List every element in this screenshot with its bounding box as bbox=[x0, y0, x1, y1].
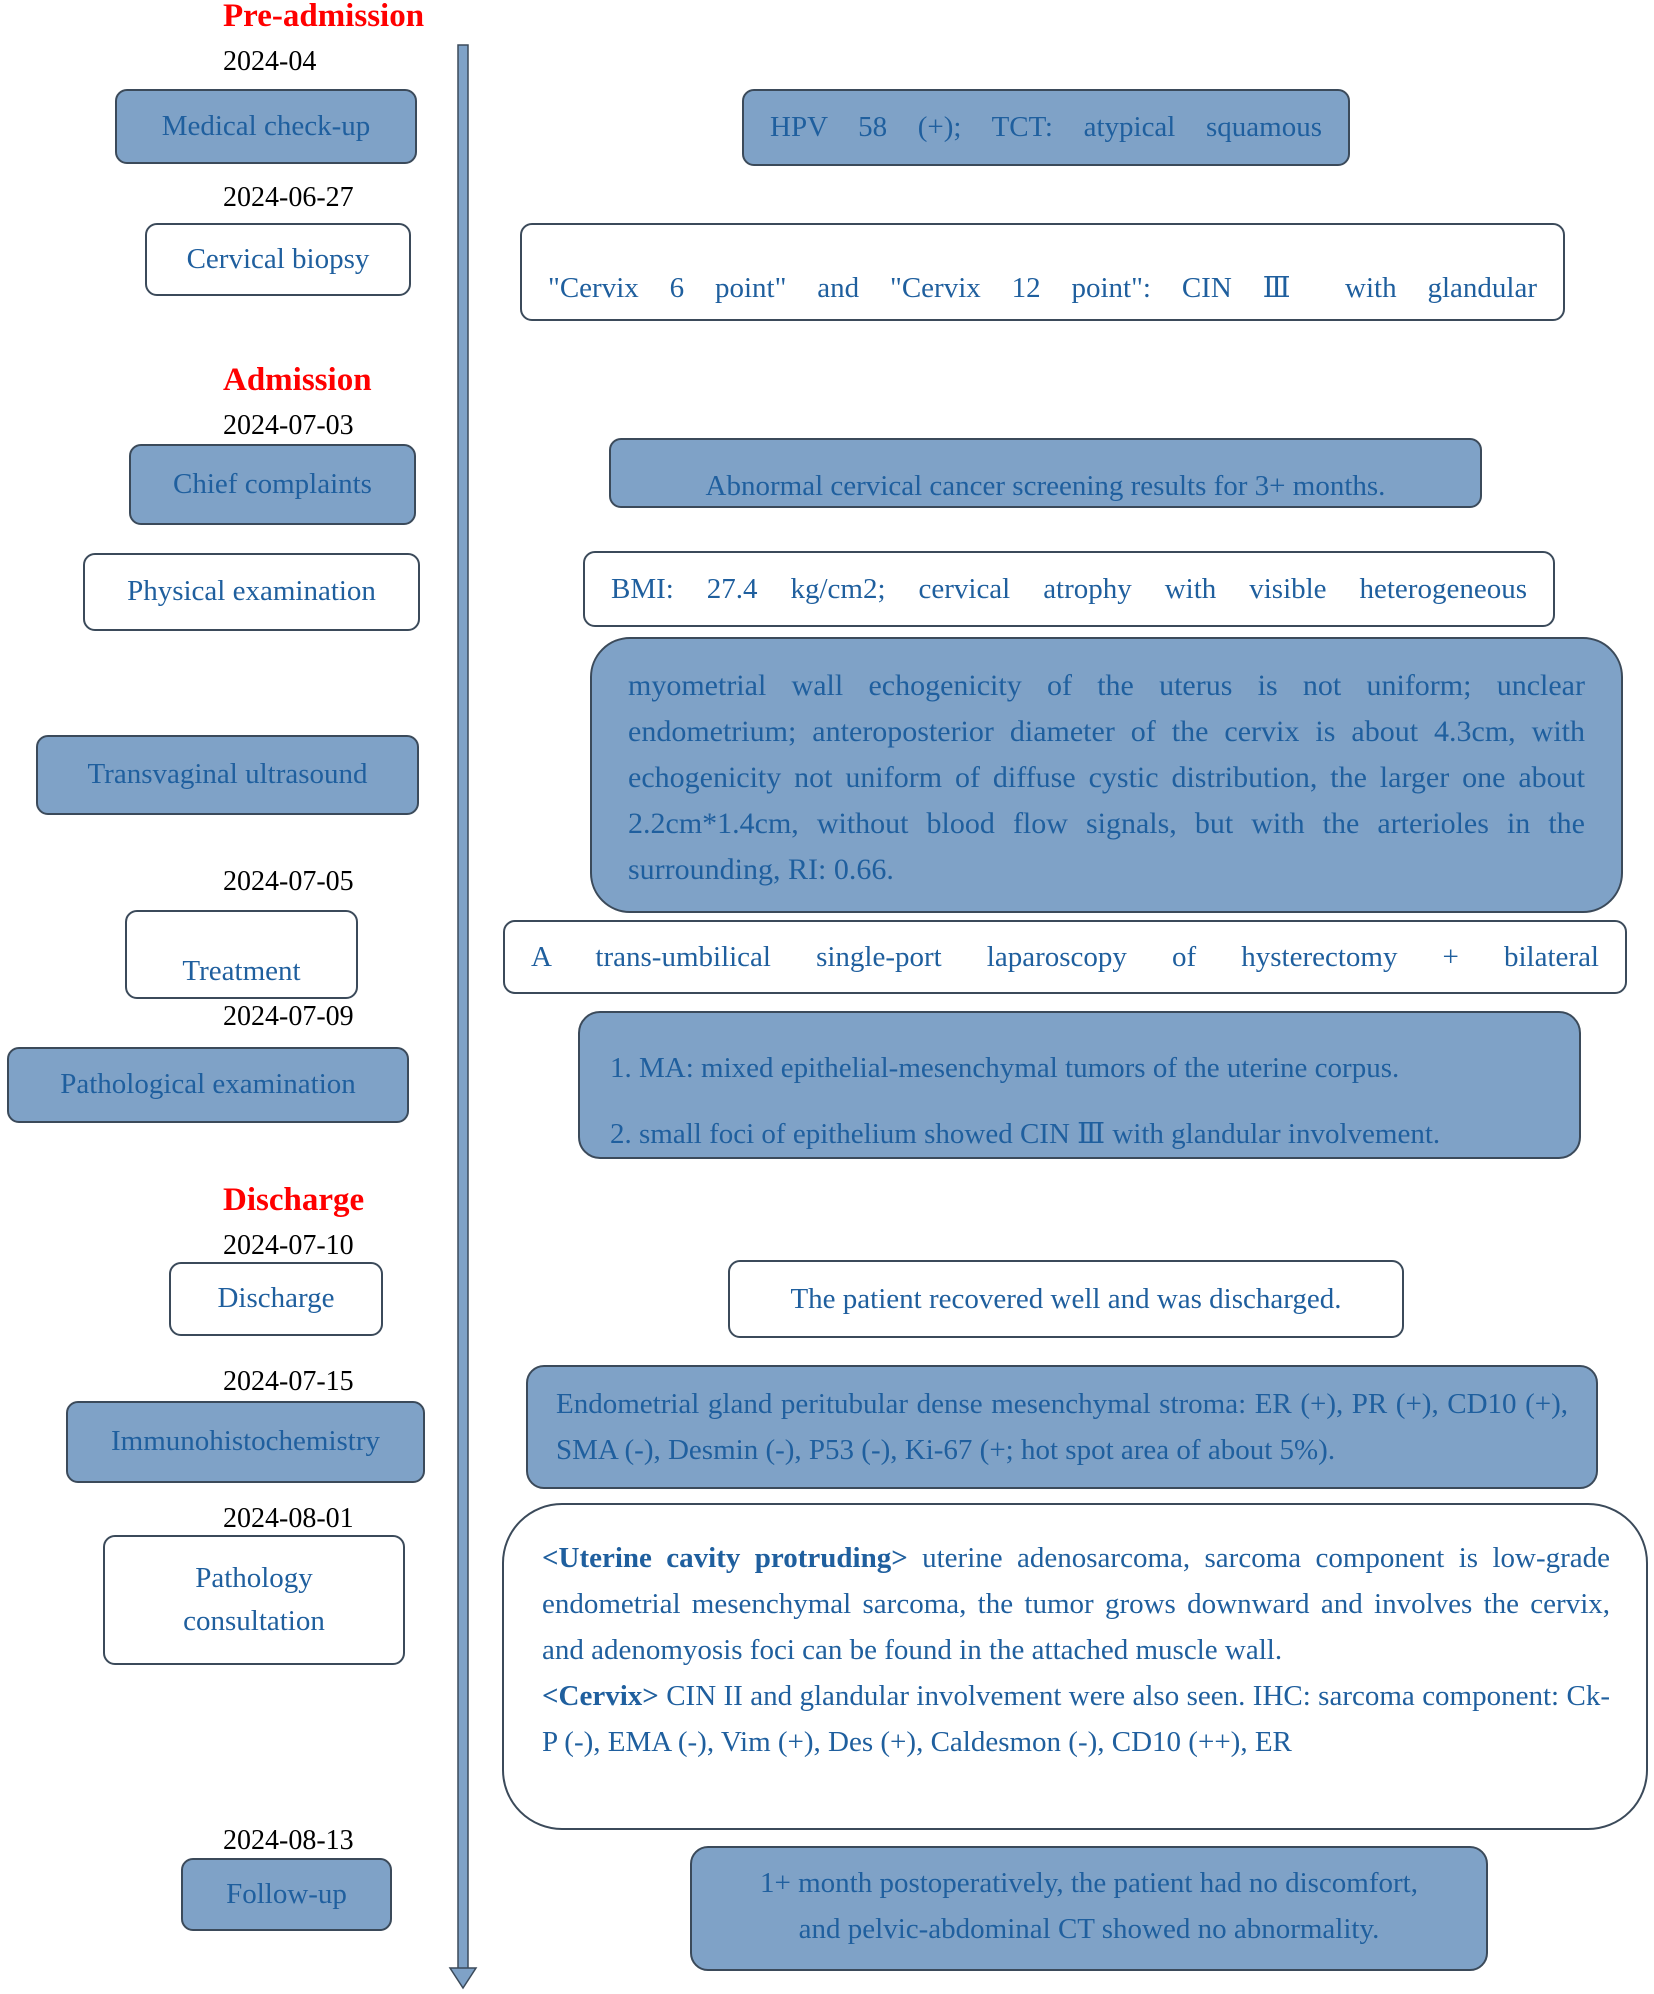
date-biopsy: 2024-06-27 bbox=[223, 182, 354, 213]
detail-paragraph-uterine bbox=[542, 1535, 1610, 1673]
detail-paragraph-cervix bbox=[542, 1673, 1610, 1765]
detail-text: A trans-umbilical single-port laparoscopy of hysterectomy + bilateral bbox=[531, 940, 1599, 973]
detail-pathology-consultation bbox=[502, 1503, 1648, 1830]
date-ihc: 2024-07-15 bbox=[223, 1366, 354, 1397]
event-cervical-biopsy bbox=[145, 223, 411, 296]
date-pathology: 2024-07-09 bbox=[223, 1001, 354, 1032]
event-label: Physical examination bbox=[127, 575, 376, 608]
detail-text: The patient recovered well and was discharged. bbox=[790, 1282, 1342, 1315]
detail-immunohistochemistry bbox=[526, 1365, 1598, 1489]
detail-treatment bbox=[503, 920, 1627, 994]
event-physical-examination bbox=[83, 553, 420, 631]
event-immunohistochemistry bbox=[66, 1401, 425, 1483]
detail-line1: 1. MA: mixed epithelial-mesenchymal tumors of the uterine corpus. bbox=[610, 1052, 1400, 1084]
event-label-line1: Pathology bbox=[195, 1561, 313, 1594]
event-label: Chief complaints bbox=[173, 467, 372, 500]
event-label: Pathological examination bbox=[60, 1068, 356, 1101]
detail-medical-checkup bbox=[742, 89, 1350, 166]
detail-text: "Cervix 6 point" and "Cervix 12 point": CIN Ⅲ with glandular bbox=[548, 271, 1537, 304]
date-complaints: 2024-07-03 bbox=[223, 410, 354, 441]
event-transvaginal-ultrasound bbox=[36, 735, 419, 815]
date-treatment: 2024-07-05 bbox=[223, 866, 354, 897]
event-medical-checkup bbox=[115, 89, 417, 164]
event-label: Follow-up bbox=[226, 1877, 347, 1910]
detail-cervical-biopsy bbox=[520, 223, 1565, 321]
event-pathology-consultation bbox=[103, 1535, 405, 1665]
section-pre-admission: Pre-admission bbox=[223, 0, 425, 34]
event-treatment bbox=[125, 910, 358, 999]
event-label: Cervical biopsy bbox=[186, 242, 370, 275]
date-consultation: 2024-08-01 bbox=[223, 1503, 354, 1534]
detail-tag-uterine: <Uterine cavity protruding> bbox=[542, 1542, 908, 1574]
detail-line1: 1+ month postoperatively, the patient had no discomfort, bbox=[760, 1867, 1418, 1899]
detail-text-cervix: CIN II and glandular involvement were also seen. IHC: sarcoma component: Ck-P (-), EMA (-), Vim (+), Des (+), Caldesmon (-), CD10 (++), ER bbox=[542, 1680, 1610, 1758]
event-discharge bbox=[169, 1262, 383, 1336]
event-follow-up bbox=[181, 1858, 392, 1931]
date-followup: 2024-08-13 bbox=[223, 1825, 354, 1856]
detail-physical-examination bbox=[583, 551, 1555, 627]
date-checkup: 2024-04 bbox=[223, 46, 317, 77]
detail-text: BMI: 27.4 kg/cm2; cervical atrophy with visible heterogeneous bbox=[611, 572, 1527, 605]
event-label: Discharge bbox=[217, 1282, 335, 1315]
detail-chief-complaints bbox=[609, 438, 1482, 508]
detail-pathological-examination bbox=[578, 1011, 1581, 1159]
event-label: Transvaginal ultrasound bbox=[87, 758, 368, 791]
section-admission: Admission bbox=[223, 362, 372, 398]
detail-text-uterine: uterine adenosarcoma, sarcoma component is low-grade endometrial mesenchymal sarcoma, the tumor grows downward and involves the cervix, and adenomyosis foci can be found in the attached muscle wall. bbox=[542, 1542, 1611, 1666]
detail-line2: and pelvic-abdominal CT showed no abnormality. bbox=[798, 1913, 1380, 1945]
date-discharge: 2024-07-10 bbox=[223, 1230, 354, 1261]
event-label: Treatment bbox=[182, 954, 301, 987]
detail-discharge bbox=[728, 1260, 1404, 1338]
event-chief-complaints bbox=[129, 444, 416, 525]
section-discharge: Discharge bbox=[223, 1182, 365, 1218]
event-label-line2: consultation bbox=[183, 1605, 325, 1637]
event-label: Medical check-up bbox=[161, 109, 371, 142]
detail-text: Endometrial gland peritubular dense mesenchymal stroma: ER (+), PR (+), CD10 (+), SMA (-), Desmin (-), P53 (-), Ki-67 (+; hot spot area of about 5%). bbox=[556, 1388, 1568, 1466]
event-label: Immunohistochemistry bbox=[110, 1425, 381, 1458]
detail-line2: 2. small foci of epithelium showed CIN Ⅲ with glandular involvement. bbox=[610, 1118, 1441, 1150]
detail-tag-cervix: <Cervix> bbox=[542, 1680, 659, 1712]
detail-text: myometrial wall echogenicity of the uterus is not uniform; unclear endometrium; anteroposterior diameter of the cervix is about 4.3cm, with echogenicity not uniform of diffuse cystic distribution, the larger one about 2.2cm*1.4cm, without blood flow signals, but with the arterioles in the surrounding, RI: 0.66. bbox=[628, 669, 1585, 886]
detail-text: HPV 58 (+); TCT: atypical squamous bbox=[770, 111, 1322, 143]
detail-follow-up bbox=[690, 1846, 1488, 1971]
detail-text: Abnormal cervical cancer screening results for 3+ months. bbox=[705, 469, 1386, 502]
event-pathological-examination bbox=[7, 1047, 409, 1123]
detail-transvaginal-ultrasound bbox=[590, 637, 1623, 913]
